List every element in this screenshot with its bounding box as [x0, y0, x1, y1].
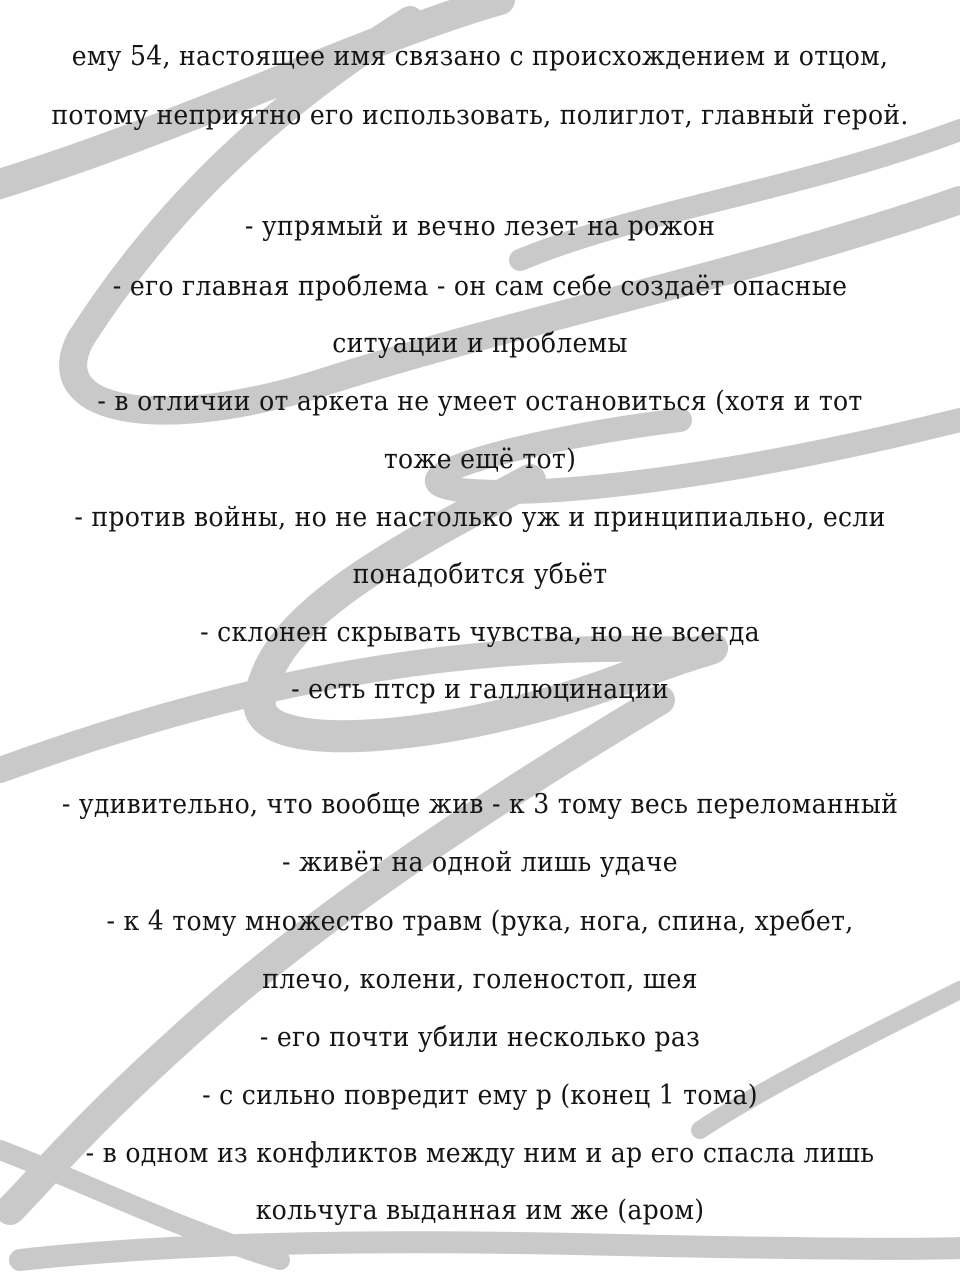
intro-line: ему 54, настоящее имя связано с происхождением и отцом,: [71, 41, 889, 72]
injury-line: кольчуга выданная им же (аром): [255, 1195, 705, 1226]
trait-line: - его главная проблема - он сам себе создаёт опасные: [112, 271, 848, 302]
injury-line: - к 4 тому множество травм (рука, нога, спина, хребет,: [106, 906, 854, 937]
trait-line: понадобится убьёт: [352, 559, 608, 590]
injury-line: - его почти убили несколько раз: [259, 1022, 701, 1053]
trait-line: - в отличии от аркета не умеет остановиться (хотя и тот: [97, 386, 863, 417]
trait-line: - склонен скрывать чувства, но не всегда: [200, 617, 760, 648]
trait-line: - против войны, но не настолько уж и принципиально, если: [74, 502, 886, 533]
injury-line: плечо, колени, голеностоп, шея: [262, 964, 698, 995]
injury-line: - с сильно повредит ему р (конец 1 тома): [202, 1080, 758, 1111]
injury-line: - удивительно, что вообще жив - к 3 тому весь переломанный: [61, 789, 899, 820]
injury-line: - в одном из конфликтов между ним и ар его спасла лишь: [85, 1138, 875, 1169]
trait-line: тоже ещё тот): [383, 444, 577, 475]
injury-line: - живёт на одной лишь удаче: [282, 847, 678, 878]
intro-line: потому неприятно его использовать, полиглот, главный герой.: [51, 100, 909, 131]
trait-line: - есть птср и галлюцинации: [291, 674, 669, 705]
trait-line: - упрямый и вечно лезет на рожон: [244, 211, 716, 242]
trait-line: ситуации и проблемы: [332, 328, 628, 359]
